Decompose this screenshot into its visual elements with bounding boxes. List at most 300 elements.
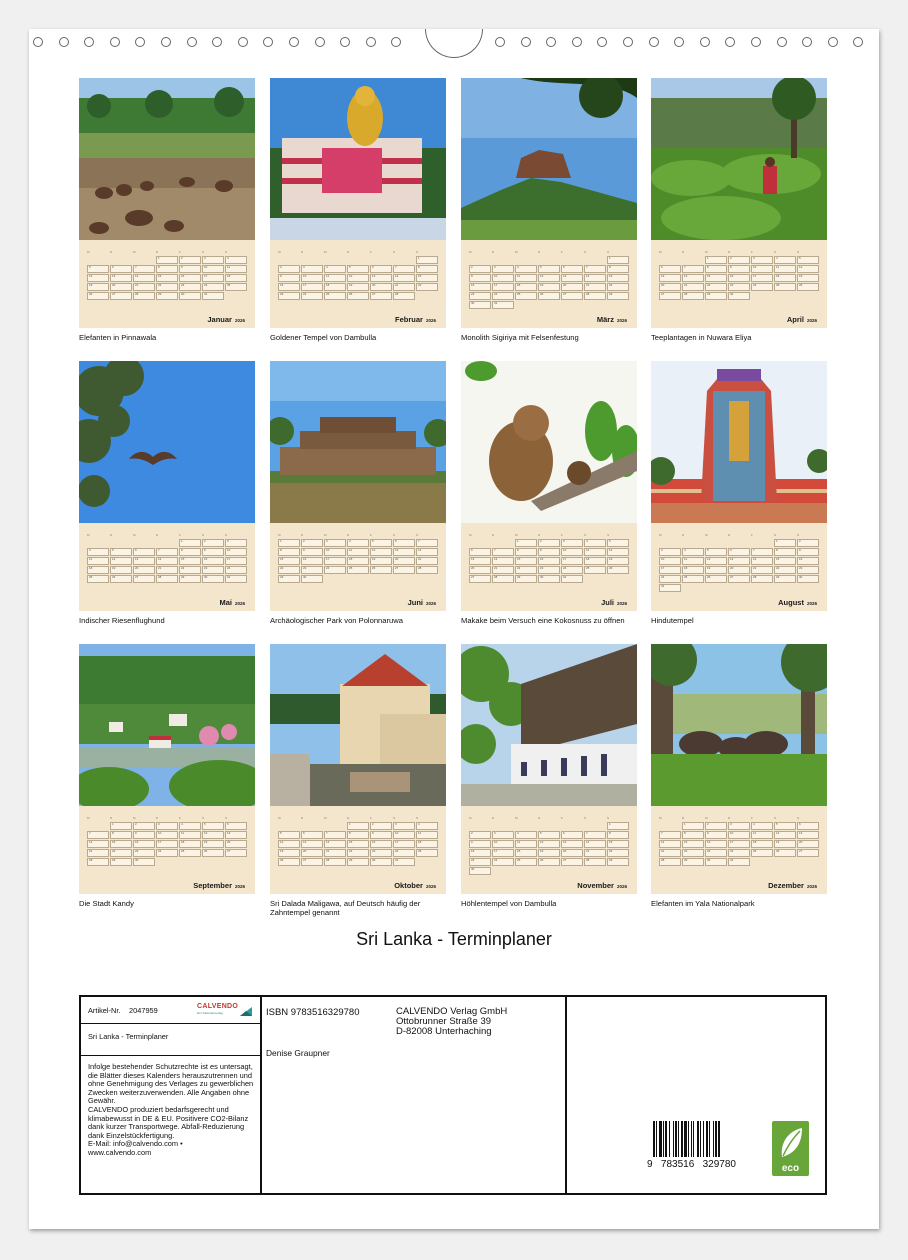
day-cell: 23	[469, 858, 491, 866]
binding-ring	[135, 37, 145, 47]
month-preview	[461, 361, 637, 629]
binding-ring	[649, 37, 659, 47]
weekday-header: F	[751, 533, 753, 537]
weekday-header: F	[561, 250, 563, 254]
month-calendar-grid	[461, 523, 637, 611]
day-cell: 23	[728, 283, 750, 291]
day-cell: 3	[202, 256, 224, 264]
day-cell: 25	[515, 292, 537, 300]
photo-caption: Goldener Tempel von Dambulla	[270, 333, 377, 342]
month-year: 2026	[806, 601, 817, 606]
weekday-header: M	[87, 250, 90, 254]
weekday-header: S	[584, 816, 587, 820]
day-cell: 21	[659, 849, 681, 857]
day-cell: 7	[87, 831, 109, 839]
day-cell: 2	[469, 831, 491, 839]
day-cell: 8	[156, 265, 178, 273]
day-cell: 20	[370, 283, 392, 291]
day-cell: 3	[492, 265, 514, 273]
day-cell: 13	[797, 831, 819, 839]
month-name	[395, 315, 436, 324]
day-cell: 9	[202, 548, 224, 556]
barcode-bar	[678, 1121, 679, 1157]
day-cell: 6	[110, 265, 132, 273]
month-name-text: Dezember	[768, 881, 804, 890]
day-cell: 10	[225, 548, 247, 556]
day-cell: 15	[347, 840, 369, 848]
weekday-header: S	[202, 250, 205, 254]
day-cell: 18	[515, 849, 537, 857]
day-cell: 12	[87, 274, 109, 282]
day-cell: 4	[682, 548, 704, 556]
weekday-header: D	[682, 816, 685, 820]
day-cell: 7	[492, 548, 514, 556]
day-cell: 8	[179, 548, 201, 556]
day-cell: 15	[774, 557, 796, 565]
weekday-header: M	[705, 250, 708, 254]
weekday-header: M	[87, 533, 90, 537]
day-cell: 11	[347, 548, 369, 556]
article-label: Artikel-Nr.	[88, 1006, 121, 1015]
month-photo	[79, 78, 255, 240]
day-cell: 5	[110, 548, 132, 556]
month-name-text: Februar	[395, 315, 423, 324]
day-cell: 8	[347, 831, 369, 839]
month-calendar-grid	[651, 806, 827, 894]
day-cell: 24	[492, 292, 514, 300]
day-cell: 22	[705, 283, 727, 291]
day-cell: 29	[607, 292, 629, 300]
day-cell: 6	[561, 265, 583, 273]
weekday-header: M	[469, 250, 472, 254]
photo-caption: Teeplantagen in Nuwara Eliya	[651, 333, 752, 342]
day-cell: 11	[774, 265, 796, 273]
day-cell: 28	[584, 292, 606, 300]
day-cell: 22	[774, 566, 796, 574]
month-name	[207, 315, 245, 324]
weekday-header: F	[751, 250, 753, 254]
day-cell: 30	[469, 867, 491, 875]
day-cell: 3	[659, 548, 681, 556]
day-cell: 24	[492, 858, 514, 866]
day-cell: 9	[179, 265, 201, 273]
weekday-header: D	[492, 533, 495, 537]
day-cell: 9	[278, 274, 300, 282]
day-cell: 30	[538, 575, 560, 583]
day-cell: 4	[225, 256, 247, 264]
day-cell: 6	[797, 822, 819, 830]
month-preview	[79, 361, 255, 629]
weekday-header: D	[110, 816, 113, 820]
binding-ring	[623, 37, 633, 47]
day-cell: 7	[324, 831, 346, 839]
day-cell: 1	[278, 539, 300, 547]
day-cell: 30	[133, 858, 155, 866]
day-cell: 17	[561, 557, 583, 565]
day-cell: 14	[87, 840, 109, 848]
day-cell: 11	[515, 274, 537, 282]
month-preview	[461, 78, 637, 346]
day-cell: 17	[202, 274, 224, 282]
day-cell: 18	[774, 274, 796, 282]
day-cell: 12	[110, 557, 132, 565]
day-cell: 17	[751, 274, 773, 282]
weekday-header: M	[324, 533, 327, 537]
month-calendar-grid	[79, 240, 255, 328]
weekday-header: S	[797, 816, 800, 820]
day-cell: 10	[659, 557, 681, 565]
day-cell: 17	[301, 283, 323, 291]
day-cell: 16	[301, 557, 323, 565]
day-cell: 23	[133, 849, 155, 857]
barcode-bar	[700, 1121, 701, 1157]
day-cell: 14	[659, 840, 681, 848]
calvendo-logo-text: CALVENDO	[197, 1003, 239, 1010]
day-cell: 24	[324, 566, 346, 574]
day-cell: 29	[607, 858, 629, 866]
weekday-header: F	[370, 533, 372, 537]
barcode-bar	[665, 1121, 667, 1157]
day-cell: 12	[797, 265, 819, 273]
day-cell: 17	[324, 557, 346, 565]
day-cell: 28	[659, 858, 681, 866]
weekday-header: M	[469, 533, 472, 537]
month-photo	[651, 361, 827, 523]
weekday-header: D	[301, 250, 304, 254]
month-calendar-grid	[270, 806, 446, 894]
barcode-bar	[718, 1121, 720, 1157]
day-cell: 30	[370, 858, 392, 866]
day-cell: 17	[659, 566, 681, 574]
day-cell: 22	[607, 283, 629, 291]
binding-ring	[212, 37, 222, 47]
weekday-header: S	[774, 250, 777, 254]
day-cell: 28	[133, 292, 155, 300]
day-cell: 16	[202, 557, 224, 565]
binding-ring	[187, 37, 197, 47]
day-cell: 12	[538, 274, 560, 282]
month-name-text: Juni	[407, 598, 423, 607]
day-cell: 3	[492, 831, 514, 839]
month-calendar-grid	[651, 523, 827, 611]
day-cell: 8	[110, 831, 132, 839]
weekday-header: M	[705, 816, 708, 820]
day-cell: 5	[774, 822, 796, 830]
day-cell: 10	[156, 831, 178, 839]
day-cell: 12	[774, 831, 796, 839]
weekday-header: D	[492, 250, 495, 254]
day-cell: 9	[469, 840, 491, 848]
day-cell: 23	[301, 566, 323, 574]
day-cell: 20	[225, 840, 247, 848]
month-photo	[79, 361, 255, 523]
day-cell: 11	[682, 557, 704, 565]
day-cell: 6	[561, 831, 583, 839]
day-cell: 20	[659, 283, 681, 291]
day-cell: 31	[561, 575, 583, 583]
month-name	[193, 881, 245, 890]
weekday-header: M	[659, 250, 662, 254]
day-cell: 5	[538, 831, 560, 839]
day-cell: 25	[179, 849, 201, 857]
legal-text: Infolge bestehender Schutzrechte ist es untersagt, die Blätter dieses Kalenders herauszutrennen und ohne Genehmigung des Verlages zu gewerblichen Zwecken weiterzuverwenden. Alle Angaben ohne Gewähr. CALVENDO produziert bedarfsgerecht und klimabewusst in DE & EU. Positivere CO2-Bilanz dank kurzer Transportwege. Abfall-Reduzierung dank Einzelstückfertigung. E-Mail: info@calvendo.com • www.calvendo.com	[88, 1062, 254, 1157]
day-cell: 31	[393, 858, 415, 866]
weekday-header: S	[584, 533, 587, 537]
day-cell: 9	[705, 831, 727, 839]
day-cell: 20	[728, 566, 750, 574]
binding-ring	[238, 37, 248, 47]
day-cell: 4	[324, 265, 346, 273]
day-cell: 22	[156, 283, 178, 291]
day-cell: 29	[705, 292, 727, 300]
month-name-text: Mai	[219, 598, 232, 607]
day-cell: 16	[538, 557, 560, 565]
day-cell: 2	[705, 822, 727, 830]
day-cell: 9	[301, 548, 323, 556]
day-cell: 3	[156, 822, 178, 830]
day-cell: 2	[797, 539, 819, 547]
binding-ring	[110, 37, 120, 47]
month-calendar-grid	[79, 806, 255, 894]
day-cell: 13	[561, 840, 583, 848]
day-cell: 4	[774, 256, 796, 264]
day-cell: 29	[515, 575, 537, 583]
day-cell: 6	[393, 539, 415, 547]
day-cell: 10	[202, 265, 224, 273]
day-cell: 23	[179, 283, 201, 291]
month-photo	[651, 78, 827, 240]
weekday-header: D	[110, 533, 113, 537]
day-cell: 31	[728, 858, 750, 866]
day-cell: 7	[682, 265, 704, 273]
month-preview	[651, 644, 827, 912]
day-cell: 27	[659, 292, 681, 300]
day-cell: 14	[416, 548, 438, 556]
day-cell: 11	[416, 831, 438, 839]
month-year: 2026	[425, 318, 436, 323]
day-cell: 12	[607, 548, 629, 556]
day-cell: 27	[797, 849, 819, 857]
day-cell: 27	[561, 292, 583, 300]
day-cell: 18	[347, 557, 369, 565]
day-cell: 8	[515, 548, 537, 556]
day-cell: 11	[179, 831, 201, 839]
month-preview	[651, 361, 827, 629]
barcode-bar	[673, 1121, 674, 1157]
weekday-header: S	[797, 250, 800, 254]
divider	[81, 1023, 260, 1024]
day-cell: 6	[301, 831, 323, 839]
month-name-text: März	[596, 315, 614, 324]
day-cell: 16	[469, 849, 491, 857]
day-cell: 21	[393, 283, 415, 291]
day-cell: 4	[347, 539, 369, 547]
day-cell: 23	[705, 849, 727, 857]
isbn: ISBN 9783516329780	[266, 1007, 360, 1018]
barcode-bar	[693, 1121, 694, 1157]
weekday-header: D	[538, 250, 541, 254]
day-cell: 26	[370, 566, 392, 574]
eco-badge	[772, 1121, 809, 1176]
day-cell: 17	[156, 840, 178, 848]
photo-caption: Die Stadt Kandy	[79, 899, 134, 908]
weekday-header: M	[515, 816, 518, 820]
day-cell: 10	[561, 548, 583, 556]
day-cell: 8	[774, 548, 796, 556]
binding-ring	[853, 37, 863, 47]
weekday-header: S	[225, 533, 228, 537]
day-cell: 2	[538, 539, 560, 547]
day-cell: 24	[156, 849, 178, 857]
month-calendar-grid	[270, 523, 446, 611]
day-cell: 3	[728, 822, 750, 830]
day-cell: 6	[133, 548, 155, 556]
month-name-text: August	[778, 598, 804, 607]
day-cell: 13	[728, 557, 750, 565]
day-cell: 24	[561, 566, 583, 574]
day-cell: 6	[370, 265, 392, 273]
weekday-header: S	[416, 816, 419, 820]
day-cell: 27	[728, 575, 750, 583]
barcode-bar	[709, 1121, 710, 1157]
day-cell: 7	[584, 831, 606, 839]
binding-ring	[263, 37, 273, 47]
day-cell: 16	[370, 840, 392, 848]
day-cell: 4	[515, 265, 537, 273]
day-cell: 30	[469, 301, 491, 309]
barcode-bar	[691, 1121, 692, 1157]
binding-ring	[59, 37, 69, 47]
month-calendar-grid	[461, 806, 637, 894]
day-cell: 13	[469, 557, 491, 565]
day-cell: 8	[278, 548, 300, 556]
day-cell: 19	[797, 274, 819, 282]
day-cell: 29	[110, 858, 132, 866]
day-cell: 5	[347, 265, 369, 273]
binding-ring	[725, 37, 735, 47]
day-cell: 30	[301, 575, 323, 583]
day-cell: 25	[682, 575, 704, 583]
month-name	[778, 598, 817, 607]
weekday-header: D	[110, 250, 113, 254]
day-cell: 12	[538, 840, 560, 848]
day-cell: 13	[561, 274, 583, 282]
day-cell: 14	[584, 274, 606, 282]
day-cell: 21	[416, 557, 438, 565]
day-cell: 24	[301, 292, 323, 300]
weekday-header: D	[538, 816, 541, 820]
day-cell: 28	[416, 566, 438, 574]
weekday-header: F	[370, 816, 372, 820]
day-cell: 14	[156, 557, 178, 565]
day-cell: 25	[774, 283, 796, 291]
day-cell: 6	[225, 822, 247, 830]
binding-ring	[495, 37, 505, 47]
month-name	[601, 598, 627, 607]
day-cell: 25	[347, 566, 369, 574]
day-cell: 19	[347, 283, 369, 291]
day-cell: 17	[728, 840, 750, 848]
day-cell: 22	[607, 849, 629, 857]
month-calendar-grid	[651, 240, 827, 328]
day-cell: 23	[202, 566, 224, 574]
day-cell: 7	[751, 548, 773, 556]
day-cell: 5	[705, 548, 727, 556]
weekday-header: D	[301, 816, 304, 820]
day-cell: 5	[607, 539, 629, 547]
day-cell: 6	[469, 548, 491, 556]
day-cell: 19	[538, 849, 560, 857]
month-year: 2026	[425, 884, 436, 889]
day-cell: 9	[728, 265, 750, 273]
day-cell: 30	[797, 575, 819, 583]
weekday-header: D	[301, 533, 304, 537]
day-cell: 5	[538, 265, 560, 273]
weekday-header: F	[561, 816, 563, 820]
day-cell: 2	[469, 265, 491, 273]
weekday-header: F	[751, 816, 753, 820]
binding-ring	[546, 37, 556, 47]
month-photo	[270, 644, 446, 806]
weekday-header: S	[393, 533, 396, 537]
day-cell: 14	[584, 840, 606, 848]
day-cell: 18	[751, 840, 773, 848]
month-preview	[79, 78, 255, 346]
binding-ring	[597, 37, 607, 47]
day-cell: 17	[492, 849, 514, 857]
day-cell: 29	[774, 575, 796, 583]
month-preview	[461, 644, 637, 912]
day-cell: 24	[751, 283, 773, 291]
day-cell: 1	[705, 256, 727, 264]
day-cell: 16	[705, 840, 727, 848]
barcode-bar	[684, 1121, 687, 1157]
day-cell: 1	[774, 539, 796, 547]
day-cell: 16	[469, 283, 491, 291]
month-photo	[461, 78, 637, 240]
photo-caption: Elefanten in Pinnawala	[79, 333, 157, 342]
day-cell: 20	[133, 566, 155, 574]
month-name	[219, 598, 245, 607]
month-preview	[270, 644, 446, 917]
weekday-header: S	[416, 533, 419, 537]
day-cell: 18	[179, 840, 201, 848]
day-cell: 10	[728, 831, 750, 839]
day-cell: 31	[202, 292, 224, 300]
month-year: 2026	[616, 884, 627, 889]
day-cell: 19	[110, 566, 132, 574]
day-cell: 6	[659, 265, 681, 273]
day-cell: 5	[370, 539, 392, 547]
day-cell: 26	[705, 575, 727, 583]
day-cell: 14	[751, 557, 773, 565]
month-photo	[461, 644, 637, 806]
day-cell: 1	[416, 256, 438, 264]
month-name	[768, 881, 817, 890]
barcode-bar	[681, 1121, 683, 1157]
calvendo-logo-mark	[238, 1005, 254, 1017]
weekday-header: M	[515, 533, 518, 537]
photo-caption: Hindutempel	[651, 616, 694, 625]
day-cell: 19	[87, 283, 109, 291]
day-cell: 28	[751, 575, 773, 583]
day-cell: 22	[278, 566, 300, 574]
month-year: 2026	[234, 318, 245, 323]
day-cell: 21	[682, 283, 704, 291]
barcode-bar	[675, 1121, 677, 1157]
day-cell: 10	[751, 265, 773, 273]
binding-ring	[828, 37, 838, 47]
